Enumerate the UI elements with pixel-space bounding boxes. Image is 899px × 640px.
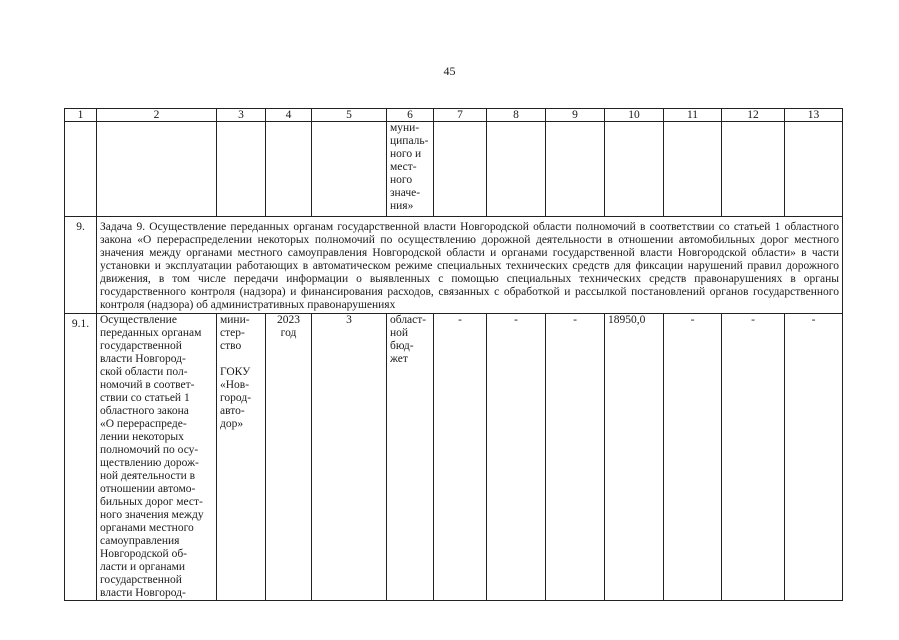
table-cell xyxy=(217,122,266,217)
page-number: 45 xyxy=(443,64,456,78)
column-number: 3 xyxy=(217,109,266,122)
term-cell: 2023 год xyxy=(266,314,312,601)
table-cell xyxy=(605,122,664,217)
table-cell xyxy=(312,122,387,217)
executor-cell xyxy=(217,314,266,601)
value-cell: - xyxy=(434,314,487,601)
value-cell: - xyxy=(664,314,722,601)
measure-name: Осуществление переданных органам государственной власти Новгород- ской области пол- номочий в соответ- ствии со статьей 1 областного закона «О перераспреде- лении некоторых полномочий по осу- ществлению дорож- ной деятельности в отношении автомо- бильных дорог мест- ного значения между органами местного самоуправления Новгородской об- ласти и органами государственной власти Новгород- xyxy=(97,314,217,601)
table-cell xyxy=(97,122,217,217)
continued-row xyxy=(65,122,843,217)
source-cell-continued: муни- ципаль- ного и мест- ного значе- ния» xyxy=(387,122,434,217)
target-indicator-cell: 3 xyxy=(312,314,387,601)
executor-ministry: мини- стер- ство xyxy=(220,314,250,352)
value-cell: 18950,0 xyxy=(605,314,664,601)
program-table xyxy=(64,108,843,601)
column-number: 1 xyxy=(65,109,97,122)
column-number: 6 xyxy=(387,109,434,122)
column-number-row xyxy=(65,109,843,122)
column-number: 2 xyxy=(97,109,217,122)
column-number: 10 xyxy=(605,109,664,122)
measure-row xyxy=(65,314,843,601)
funding-source-cell: област- ной бюд- жет xyxy=(387,314,434,601)
column-number: 12 xyxy=(722,109,785,122)
column-number: 4 xyxy=(266,109,312,122)
column-number: 5 xyxy=(312,109,387,122)
table-cell xyxy=(487,122,546,217)
column-number: 7 xyxy=(434,109,487,122)
measure-number: 9.1. xyxy=(65,314,97,601)
table-cell xyxy=(785,122,843,217)
table-cell xyxy=(546,122,605,217)
column-number: 11 xyxy=(664,109,722,122)
column-number: 13 xyxy=(785,109,843,122)
task-description: Задача 9. Осуществление переданных органам государственной власти Новгородской области полномочий в соответствии со статьей 1 областного закона «О перераспределении некоторых полномочий по осуществлению дорожной деятельности в отношении автомобильных дорог местного значения между органами местного самоуправления Новгородской области и органами государственной власти Новгородской области» в части установки и эксплуатации работающих в автоматическом режиме специальных технических средств для фиксации нарушений правил дорожного движения, в том числе передачи информации о выявленных с помощью специальных технических средств правонарушениях в органы государственного контроля (надзора) и финансирования расходов, связанных с обработкой и рассылкой постановлений органов государственного контроля (надзора) об административных правонарушениях xyxy=(97,217,843,314)
column-number: 8 xyxy=(487,109,546,122)
task-row xyxy=(65,217,843,314)
value-cell: - xyxy=(546,314,605,601)
table-cell xyxy=(664,122,722,217)
value-cell: - xyxy=(785,314,843,601)
executor-goku: ГОКУ «Нов- город- авто- дор» xyxy=(220,366,252,430)
column-number: 9 xyxy=(546,109,605,122)
task-number: 9. xyxy=(65,217,97,314)
table-cell xyxy=(266,122,312,217)
value-cell: - xyxy=(487,314,546,601)
table-cell xyxy=(722,122,785,217)
value-cell: - xyxy=(722,314,785,601)
table-cell xyxy=(434,122,487,217)
table-cell xyxy=(65,122,97,217)
